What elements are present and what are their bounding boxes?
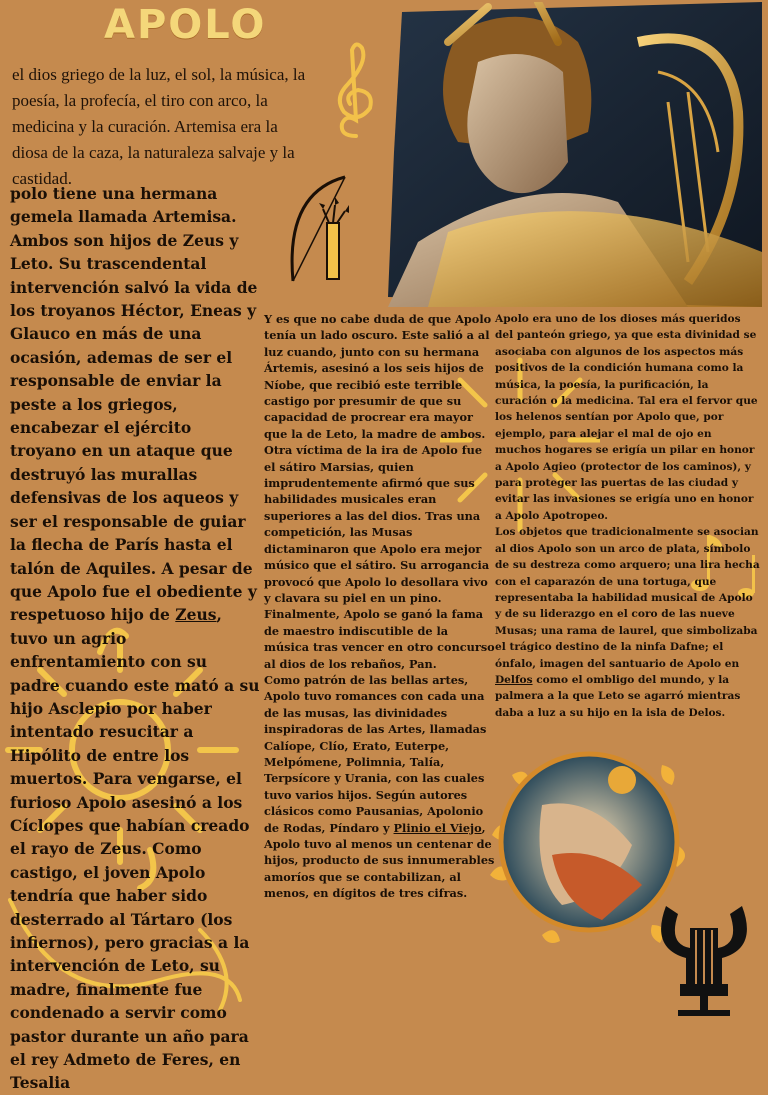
middle-paragraph-1: Y es que no cabe duda de que Apolo tenía un lado oscuro. Este salió a al luz cuando, junto con su hermana Ártemis, asesinó a los seis hijos de Níobe, que recibió este terrible castigo por presumir de que su capacidad de procrear era mayor que la de Leto, la madre de ambos. Otra víctima de la ira de Apolo fue el sátiro Marsias, quien imprudentemente afirmó que sus habilidades musicales eran superiores a las del dios. Tras una competición, las Musas dictaminaron que Apolo era mejor músico que el sátiro. Su arrogancia provocó que Apolo lo desollara vivo y clavara su piel en un pino. Finalmente, Apolo se ganó la fama de maestro indiscutible de la música tras vencer en otro concurso al dios de los rebaños, Pan. [264,312,495,671]
left-column-text-part: polo tiene una hermana gemela llamada Artemisa. Ambos son hijos de Zeus y Leto. Su trascendental intervención salvó la vida de los troyanos Héctor, Eneas y Glauco en más de una ocasión, ademas de ser el responsable de enviar la peste a los griegos, encabezar el ejército troyano en un ataque que destruyó las murallas defensivas de los aqueos y ser el responsable de guiar la flecha de París hasta el talón de Aquiles. A pesar de que Apolo fue el obediente y respetuoso hijo de [10,184,258,625]
delfos-link[interactable]: Delfos [495,673,533,686]
apolo-portrait-image [388,2,762,307]
intro-paragraph: el dios griego de la luz, el sol, la música, la poesía, la profecía, el tiro con arco, la medicina y la curación. Artemisa era la diosa de la caza, la naturaleza salvaje y la castidad. [12,65,306,188]
right-paragraph-2-part: Los objetos que tradicionalmente se asocian al dios Apolo son un arco de plata, símbolo de su destreza como arquero; una lira hecha con el caparazón de una tortuga, que representaba la habilidad musical de Apolo y de su liderazgo en el coro de las nueve Musas; una rama de laurel, que simbolizaba el trágico destino de la ninfa Dafne; el ónfalo, imagen del santuario de Apolo en [495,526,760,670]
page-title: APOLO [104,2,267,48]
zeus-link[interactable]: Zeus [175,605,217,625]
middle-paragraph-2-part: , Apolo tuvo al menos un centenar de hijos, producto de sus innumerables amoríos que se contabilizan, al menos, en dígitos de tres cifras. [264,820,495,901]
right-paragraph-1: Apolo era uno de los dioses más queridos del panteón griego, ya que esta divinidad se asociaba con algunos de los aspectos más positivos de la condición humana como la música, la poesía, la purificación, la curación o la medicina. Tal era el fervor que los helenos sentían por Apolo que, por ejemplo, para alejar el mal de ojo en muchos hogares se erigía un pilar en honor a Apolo Agieo (protector de los caminos), y para proteger las puertas de las ciudad y evitar las invasiones se erigía uno en honor a Apolo Apotropeo. [495,313,758,522]
middle-paragraph-2 [264,672,496,902]
middle-column-text [264,311,496,902]
right-paragraph-2-part: como el ombligo del mundo, y la palmera a la que Leto se agarró mientras daba a luz a su hijo en la isla de Delos. [495,673,741,719]
plinio-link[interactable]: Plinio el Viejo [393,820,482,835]
right-column-text [495,311,760,721]
left-column-text-part: , tuvo un agrio enfrentamiento con su padre cuando este mató a su hijo Asclepio por haber intentado resucitar a Hipólito de entre los muertos. Para vengarse, el furioso Apolo asesinó a los Cíclopes que habían creado el rayo de Zeus. Como castigo, el joven Apolo tendría que haber sido desterrado al Tártaro (los infiernos), pero gracias a la intervención de Leto, su madre, finalmente fue condenado a servir como pastor durante un año para el rey Admeto de Feres, en Tesalia [10,605,260,1093]
lyre-icon [656,898,752,1018]
treble-clef-icon [330,40,378,140]
middle-paragraph-2-part: Como patrón de las bellas artes, Apolo tuvo romances con cada una de las musas, las divinidades inspiradoras de las Artes, llamadas Calíope, Clío, Erato, Euterpe, Melpómene, Polimnia, Talía, Terpsícore y Urania, con las cuales tuvo varios hijos. Según autores clásicos como Pausanias, Apolonio de Rodas, Píndaro y [264,672,487,835]
left-column-text [10,182,260,1095]
right-paragraph-2 [495,524,760,721]
